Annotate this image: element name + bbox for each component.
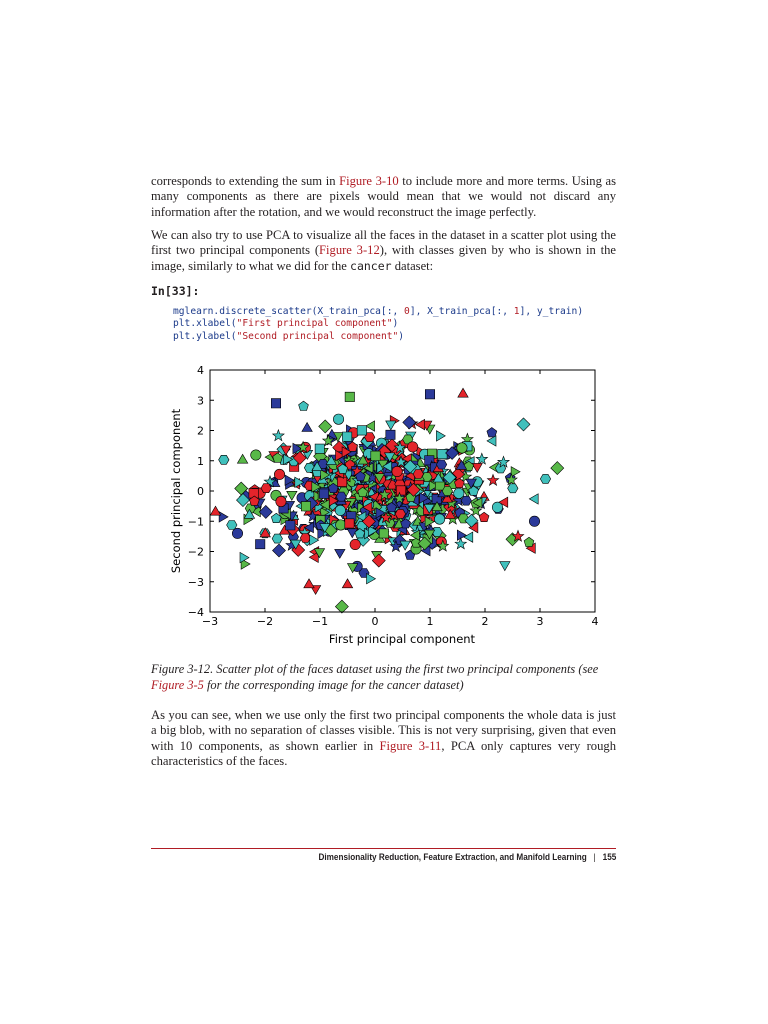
scatter-point-square xyxy=(271,399,280,408)
scatter-point-square xyxy=(438,449,447,458)
scatter-point-triangle-right xyxy=(436,431,445,441)
scatter-point-triangle-up xyxy=(304,579,314,588)
scatter-point-hexagon xyxy=(272,534,282,543)
input-prompt: In[33]: xyxy=(151,284,200,298)
scatter-point-square xyxy=(379,529,388,538)
scatter-point-square xyxy=(357,426,366,435)
figure-3-11-link[interactable]: Figure 3-11 xyxy=(379,738,442,753)
scatter-point-hexagon xyxy=(300,534,310,543)
scatter-points xyxy=(210,388,564,613)
scatter-point-triangle-left xyxy=(487,436,496,446)
scatter-point-diamond xyxy=(517,418,530,431)
scatter-point-circle xyxy=(454,488,464,498)
scatter-point-triangle-left xyxy=(529,494,538,504)
scatter-point-pentagon xyxy=(479,512,489,521)
scatter-point-square xyxy=(386,430,395,439)
scatter-point-triangle-up xyxy=(210,506,220,515)
scatter-point-diamond xyxy=(273,544,286,557)
x-tick-label: −2 xyxy=(256,615,274,628)
y-tick-label: 3 xyxy=(197,394,204,408)
scatter-point-triangle-left xyxy=(464,532,473,542)
figure-caption: Figure 3-12. Scatter plot of the faces dataset using the first two principal components (see Figure 3-5 for the corresponding image for the cancer dataset) xyxy=(151,662,599,692)
x-axis-label: First principal component xyxy=(328,632,476,646)
scatter-point-triangle-right xyxy=(511,467,520,477)
scatter-point-hexagon xyxy=(261,484,271,493)
paragraph-1: corresponds to extending the sum in Figure 3-10 to include more and more terms. Using as many components as there are pixels would mean that we would not discard any information after the rotation, and we would reconstruct the image perfectly. xyxy=(151,174,616,219)
scatter-point-triangle-up xyxy=(237,454,247,463)
scatter-point-star xyxy=(476,453,487,464)
x-tick-label: −1 xyxy=(311,615,329,628)
scatter-point-square xyxy=(396,486,405,495)
scatter-point-triangle-left xyxy=(366,421,375,431)
scatter-point-triangle-down xyxy=(335,549,345,558)
scatter-point-star xyxy=(487,475,498,486)
pca-scatter-plot xyxy=(160,358,610,650)
inline-code: cancer xyxy=(350,258,392,273)
scatter-point-circle xyxy=(276,496,286,506)
scatter-point-square xyxy=(345,392,354,401)
scatter-point-circle xyxy=(333,414,343,424)
scatter-point-triangle-up xyxy=(342,579,352,588)
x-tick-label: −3 xyxy=(201,615,219,628)
scatter-point-circle xyxy=(232,528,242,538)
y-tick-label: 0 xyxy=(197,485,204,498)
figure-3-5-link[interactable]: Figure 3-5 xyxy=(151,677,204,692)
scatter-point-hexagon xyxy=(508,484,518,493)
scatter-point-triangle-right xyxy=(219,512,228,522)
x-tick-label: 0 xyxy=(371,615,379,628)
scatter-point-diamond xyxy=(551,462,564,475)
scatter-point-hexagon xyxy=(436,460,446,469)
scatter-point-circle xyxy=(457,443,467,453)
y-axis-label: Second principal component xyxy=(169,408,183,574)
scatter-point-square xyxy=(315,444,324,453)
paragraph-2: We can also try to use PCA to visualize all the faces in the dataset in a scatter plot using the first two principal components (Figure 3-12), with classes given by who is shown in the image, similarly to what we did for the cancer dataset: xyxy=(151,228,616,273)
scatter-point-triangle-right xyxy=(367,574,376,584)
scatter-point-triangle-up xyxy=(302,423,312,432)
scatter-point-triangle-up xyxy=(458,388,468,397)
figure-3-10-link[interactable]: Figure 3-10 xyxy=(339,174,399,188)
scatter-point-square xyxy=(319,489,328,498)
scatter-point-circle xyxy=(407,442,417,452)
scatter-point-hexagon xyxy=(442,487,452,496)
scatter-point-triangle-down xyxy=(500,562,510,571)
scatter-point-pentagon xyxy=(487,428,497,437)
page-number: 155 xyxy=(602,852,616,863)
scatter-point-triangle-right xyxy=(310,535,319,545)
scatter-point-circle xyxy=(274,469,284,479)
scatter-point-star xyxy=(455,538,466,549)
scatter-point-square xyxy=(425,390,434,399)
scatter-point-hexagon xyxy=(540,474,550,483)
y-tick-label: 4 xyxy=(197,364,204,377)
scatter-point-triangle-right xyxy=(457,530,466,540)
scatter-point-circle xyxy=(335,505,345,515)
scatter-point-hexagon xyxy=(413,470,423,479)
y-tick-label: 1 xyxy=(197,454,204,468)
page-footer xyxy=(318,852,616,863)
scatter-point-diamond xyxy=(319,420,332,433)
y-tick-label: −4 xyxy=(187,606,204,619)
scatter-point-hexagon xyxy=(461,496,471,505)
scatter-point-square xyxy=(286,521,295,530)
scatter-point-square xyxy=(342,432,351,441)
y-tick-label: 2 xyxy=(197,424,204,438)
scatter-point-triangle-left xyxy=(416,419,425,429)
chapter-title: Dimensionality Reduction, Feature Extraction, and Manifold Learning xyxy=(318,852,587,863)
scatter-point-circle xyxy=(392,466,402,476)
y-tick-label: −1 xyxy=(187,515,204,529)
scatter-point-pentagon xyxy=(299,401,309,410)
y-tick-label: −3 xyxy=(187,575,204,589)
scatter-point-triangle-down xyxy=(386,421,396,430)
scatter-point-diamond xyxy=(335,600,348,613)
x-tick-label: 4 xyxy=(591,615,599,628)
scatter-point-circle xyxy=(350,539,360,549)
scatter-point-circle xyxy=(251,450,261,460)
scatter-point-square xyxy=(371,451,380,460)
scatter-point-square xyxy=(301,502,310,511)
scatter-point-circle xyxy=(434,514,444,524)
scatter-point-triangle-down xyxy=(287,491,297,500)
scatter-point-square xyxy=(256,540,265,549)
figure-3-12-link[interactable]: Figure 3-12 xyxy=(319,243,380,258)
scatter-point-hexagon xyxy=(219,455,229,464)
footer-separator: | xyxy=(593,852,596,863)
code-block: mglearn.discrete_scatter(X_train_pca[:, 0], X_train_pca[:, 1], y_train) plt.xlabel("First principal component") plt.ylabel("Second principal component") xyxy=(173,306,584,342)
x-tick-label: 1 xyxy=(426,615,434,628)
scatter-point-hexagon xyxy=(227,521,237,530)
scatter-point-circle xyxy=(529,516,539,526)
x-tick-label: 3 xyxy=(536,615,544,628)
scatter-point-circle xyxy=(336,520,346,530)
paragraph-3: As you can see, when we use only the first two principal components the whole data is just a big blob, with no separation of classes visible. This is not very surprising, given that even with 10 components, as shown earlier in Figure 3-11, PCA only captures very rough characteristics of the faces. xyxy=(151,708,616,769)
footer-rule xyxy=(151,848,616,849)
scatter-point-star xyxy=(273,430,284,441)
y-tick-label: −2 xyxy=(187,545,204,559)
scatter-point-hexagon xyxy=(336,492,346,501)
scatter-point-square xyxy=(345,519,354,528)
scatter-point-square xyxy=(337,477,346,486)
scatter-point-hexagon xyxy=(395,509,405,518)
scatter-point-pentagon xyxy=(524,537,534,546)
x-tick-label: 2 xyxy=(481,615,489,628)
